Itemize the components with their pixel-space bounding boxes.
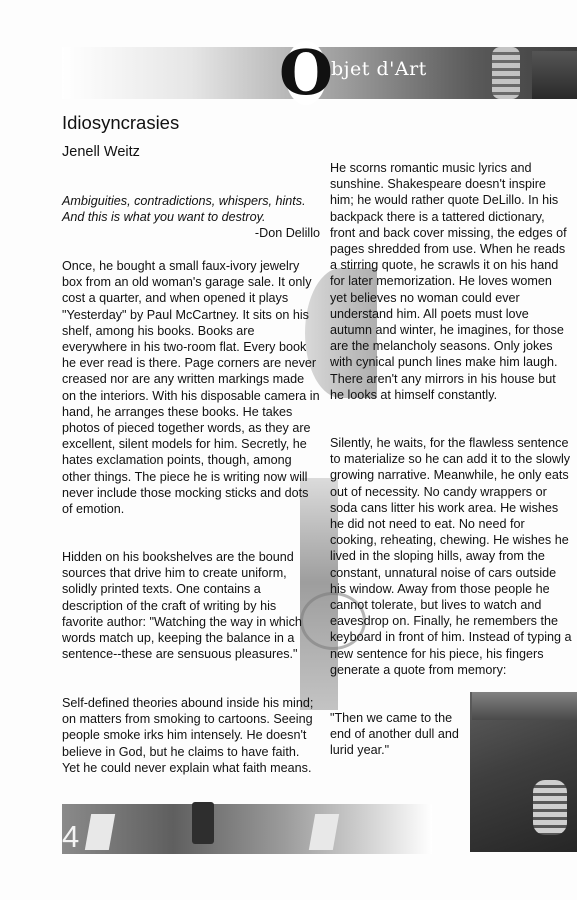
closing-quote-line: end of another dull and [330, 727, 459, 742]
closing-quote-line: lurid year." [330, 743, 390, 758]
closing-quote-line: "Then we came to the [330, 711, 453, 725]
paragraph: He scorns romantic music lyrics and sunshine. Shakespeare doesn't inspire him; he would rather quote DeLillo. In his backpack there is a tattered dictionary, front and back cover missing, the edges of pages shredded from use. When he reads a stirring quote, he scrawls it on his hand for later memorization. He loves women yet believes no woman could ever understand him. All poets must love autumn and winter, he imagines, for those are the melancholy seasons. Only jokes with cynical punch lines make him laugh. There aren't any mirrors in his house but he looks at himself constantly. [330, 161, 567, 402]
paragraph: Silently, he waits, for the flawless sentence to materialize so he can add it to the slowly growing narrative. Meanwhile, he only eats out of necessity. No candy wrappers or soda cans litter his work area. He wishes he did not need to eat. No need for cooking, reheating, chewing. He wishes he lived in the sloping hills, away from the constant, unnatural noise of cars outside his window. Away from those people he cannot tolerate, but lives to watch and eavesdrop on. Finally, he remembers the keyboard in front of him. Instead of typing a new sentence for his piece, his fingers generate a quote from memory: [330, 436, 572, 677]
footer-chest-photo [62, 804, 432, 854]
chain-photo [492, 47, 520, 99]
section-initial: O [278, 36, 333, 109]
paragraph: Self-defined theories abound inside his mind; on matters from smoking to cartoons. Seeing people smoke irks him intensely. He doesn't believe in God, but he claims to have faith. Yet he could never explain what faith means. [62, 696, 314, 775]
epigraph-quote: Ambiguities, contradictions, whispers, hints. And this is what you want to destroy. [62, 194, 306, 225]
chest-latch [192, 802, 214, 844]
page-number: 4 [62, 819, 80, 854]
paragraph: Hidden on his bookshelves are the bound sources that drive him to create uniform, solidly printed texts. One contains a description of the craft of writing by his favorite author: "Watching the way in which words match up, keeping the balance in a sentence--these are sensuous pleasures." [62, 550, 302, 662]
closing-quote [330, 710, 480, 759]
epigraph-attribution: -Don Delillo [254, 226, 320, 240]
chest-chain-photo [533, 780, 567, 835]
section-title: bjet d'Art [331, 58, 427, 80]
box-photo [532, 51, 577, 99]
chest-lid-photo [472, 692, 577, 720]
paragraph: Once, he bought a small faux-ivory jewelry box from an old woman's garage sale. It only cost a quarter, and when opened it plays "Yesterday" by Paul McCartney. It sits on his shelf, among his books. Books are everywhere in his two-room flat. Every book he ever read is there. Page corners are never creased nor are any written markings made on the interiors. With his disposable camera in hand, he arranges these books. He takes photos of pieced together words, as they are excellent, silent models for him. Secretly, he hates exclamation points, though, among other things. The piece he is writing now will never include those mocking sticks and dots of emotion. [62, 259, 320, 517]
article-title: Idiosyncrasies [62, 112, 180, 133]
article-author: Jenell Weitz [62, 144, 140, 160]
